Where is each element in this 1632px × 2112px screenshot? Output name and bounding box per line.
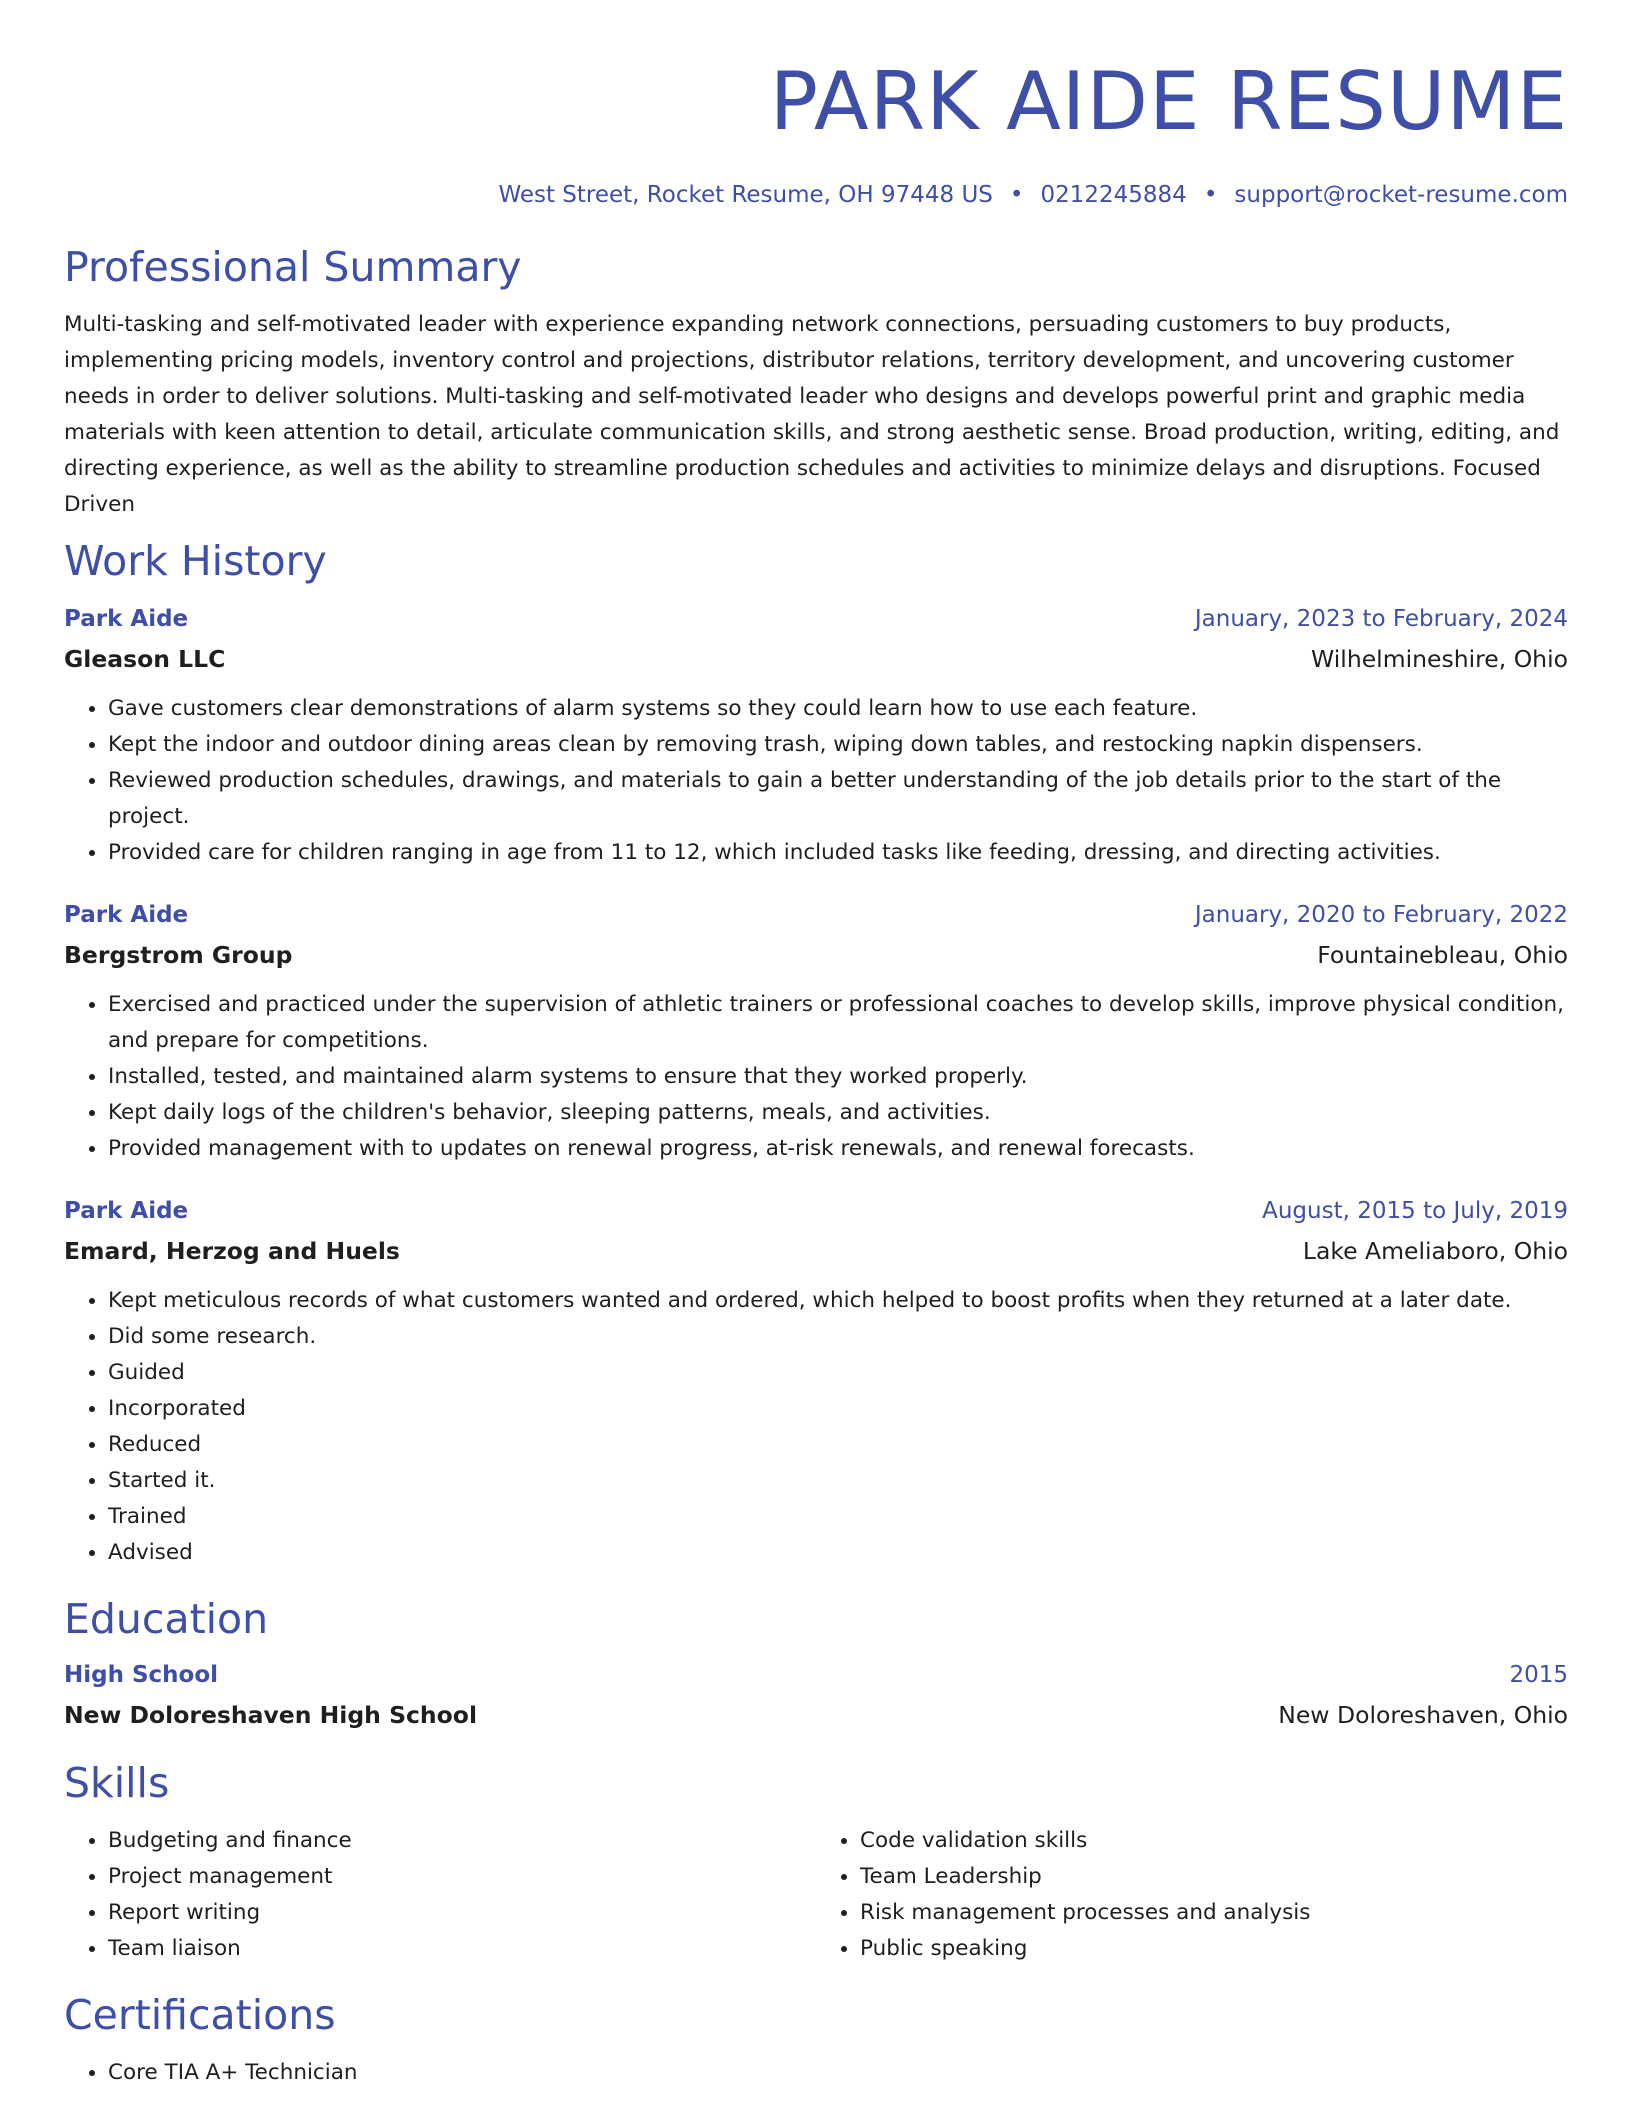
- certification-item: • Core TIA A+ Technician: [108, 2055, 1568, 2091]
- education-year: 2015: [1509, 1662, 1568, 1688]
- certifications-list: [64, 2055, 1568, 2091]
- job-title: Park Aide: [64, 1198, 189, 1224]
- section-title-skills: Skills: [64, 1759, 170, 1807]
- education-degree: High School: [64, 1662, 219, 1688]
- skills-columns: [64, 1811, 1568, 1967]
- job-duty: • Advised: [108, 1535, 1568, 1571]
- skill-item: • Public speaking: [860, 1931, 1568, 1967]
- work-history-section: [64, 533, 1568, 1571]
- skill-item: • Project management: [108, 1859, 816, 1895]
- education-section: [64, 1591, 1568, 1735]
- job-company: Bergstrom Group: [64, 941, 293, 969]
- contact-separator: •: [1203, 182, 1218, 208]
- section-title-certifications: Certifications: [64, 1991, 336, 2039]
- job-entry: [64, 599, 1568, 871]
- job-duty: • Reviewed production schedules, drawings, and materials to gain a better understanding of the job details prior to the start of the project.: [108, 763, 1568, 835]
- job-entry: [64, 1191, 1568, 1571]
- skill-item: • Budgeting and finance: [108, 1823, 816, 1859]
- job-duty: • Kept meticulous records of what customers wanted and ordered, which helped to boost profits when they returned at a later date.: [108, 1283, 1568, 1319]
- resume-page: [64, 0, 1568, 2091]
- certifications-section: [64, 1987, 1568, 2091]
- job-entry: [64, 895, 1568, 1167]
- job-duties-list: [64, 987, 1568, 1167]
- education-school: New Doloreshaven High School: [64, 1701, 478, 1729]
- skill-item: • Risk management processes and analysis: [860, 1895, 1568, 1931]
- job-duty: • Kept the indoor and outdoor dining areas clean by removing trash, wiping down tables, and restocking napkin dispensers.: [108, 727, 1568, 763]
- skill-item: • Code validation skills: [860, 1823, 1568, 1859]
- job-dates: January, 2020 to February, 2022: [1194, 902, 1568, 928]
- skill-item: • Team Leadership: [860, 1859, 1568, 1895]
- summary-section: [64, 239, 1568, 523]
- job-dates: August, 2015 to July, 2019: [1262, 1198, 1568, 1224]
- resume-header: [64, 0, 1568, 212]
- resume-name: PARK AIDE RESUME: [769, 55, 1568, 148]
- job-duty: • Provided management with to updates on renewal progress, at-risk renewals, and renewal forecasts.: [108, 1131, 1568, 1167]
- section-title-work-history: Work History: [64, 537, 327, 585]
- skill-item: • Team liaison: [108, 1931, 816, 1967]
- skill-item: • Report writing: [108, 1895, 816, 1931]
- summary-text: Multi-tasking and self-motivated leader with experience expanding network connections, persuading customers to buy products, implementing pricing models, inventory control and projections, distributor relations, territory development, and uncovering customer needs in order to deliver solutions. Multi-tasking and self-motivated leader who designs and develops powerful print and graphic media materials with keen attention to detail, articulate communication skills, and strong aesthetic sense. Broad production, writing, editing, and directing experience, as well as the ability to streamline production schedules and activities to minimize delays and disruptions. Focused Driven: [64, 312, 1560, 517]
- contact-line: [64, 178, 1568, 212]
- job-title: Park Aide: [64, 902, 189, 928]
- job-duty: • Reduced: [108, 1427, 1568, 1463]
- section-title-summary: Professional Summary: [64, 243, 522, 291]
- skills-list-right: [816, 1823, 1568, 1967]
- job-company: Gleason LLC: [64, 645, 226, 673]
- contact-phone: 0212245884: [1040, 182, 1187, 208]
- section-title-education: Education: [64, 1595, 269, 1643]
- job-duty: • Trained: [108, 1499, 1568, 1535]
- job-duties-list: [64, 691, 1568, 871]
- job-duty: • Installed, tested, and maintained alarm systems to ensure that they worked properly.: [108, 1059, 1568, 1095]
- job-duty: • Gave customers clear demonstrations of alarm systems so they could learn how to use each feature.: [108, 691, 1568, 727]
- job-location: Wilhelmineshire, Ohio: [1311, 645, 1568, 673]
- job-duty: • Started it.: [108, 1463, 1568, 1499]
- job-duty: • Provided care for children ranging in age from 11 to 12, which included tasks like feeding, dressing, and directing activities.: [108, 835, 1568, 871]
- skills-list-left: [64, 1823, 816, 1967]
- contact-separator: •: [1009, 182, 1024, 208]
- skills-section: [64, 1755, 1568, 1967]
- job-duty: • Guided: [108, 1355, 1568, 1391]
- contact-address: West Street, Rocket Resume, OH 97448 US: [498, 182, 993, 208]
- education-location: New Doloreshaven, Ohio: [1278, 1701, 1568, 1729]
- job-duty: • Incorporated: [108, 1391, 1568, 1427]
- job-duties-list: [64, 1283, 1568, 1571]
- job-company: Emard, Herzog and Huels: [64, 1237, 400, 1265]
- contact-email: support@rocket-resume.com: [1234, 182, 1568, 208]
- job-duty: • Did some research.: [108, 1319, 1568, 1355]
- job-location: Lake Ameliaboro, Ohio: [1302, 1237, 1568, 1265]
- job-title: Park Aide: [64, 606, 189, 632]
- job-dates: January, 2023 to February, 2024: [1194, 606, 1568, 632]
- job-duty: • Kept daily logs of the children's behavior, sleeping patterns, meals, and activities.: [108, 1095, 1568, 1131]
- job-duty: • Exercised and practiced under the supervision of athletic trainers or professional coaches to develop skills, improve physical condition, and prepare for competitions.: [108, 987, 1568, 1059]
- job-location: Fountainebleau, Ohio: [1317, 941, 1568, 969]
